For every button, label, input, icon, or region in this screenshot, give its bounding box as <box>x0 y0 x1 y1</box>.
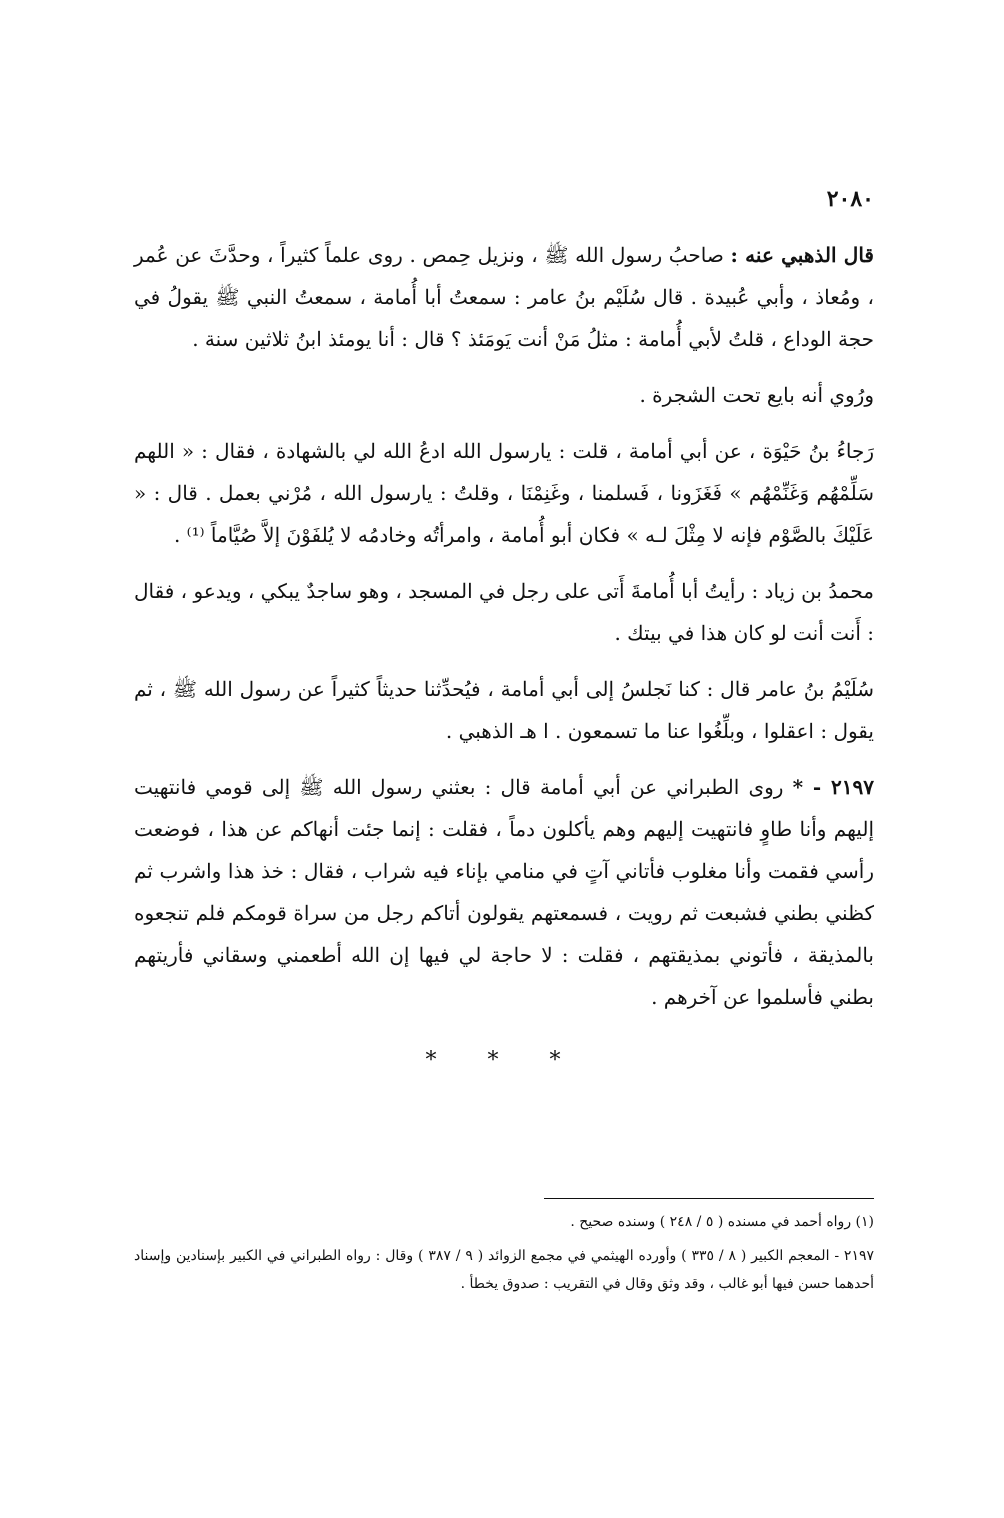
paragraph-hadith-2197 <box>134 766 874 1018</box>
paragraph-muhammad-narration <box>134 570 874 654</box>
paragraph-text: روى الطبراني عن أبي أمامة قال : بعثني رسول الله ﷺ إلى قومي فانتهيت إليهم وأنا طاوٍ فانتهيت إليهم وهم يأكلون دماً ، فقلت : إنما جئت أنهاكم عن هذا ، فوضعت رأسي فقمت وأنا مغلوب فأتاني آتٍ في منامي بإناء فيه شراب ، فقال : خذ هذا واشرب ثم كظني بطني فشبعت ثم رويت ، فسمعتهم يقولون أتاكم رجل من سراة قومكم فلم تنجعوه بالمذيقة ، فأتوني بمذيقتهم ، فقلت : لا حاجة لي فيها إن الله أطعمني وسقاني فأريتهم بطني فأسلموا عن آخرهم . <box>134 775 874 1009</box>
paragraph-text: ورُوي أنه بايع تحت الشجرة . <box>639 383 874 407</box>
section-separator: * * * <box>425 1048 583 1073</box>
paragraph-tree-pledge <box>134 374 874 416</box>
page-number: ٢٠٨٠ <box>826 186 874 212</box>
paragraph-lead: قال الذهبي عنه : <box>730 243 874 267</box>
paragraph-text: رَجاءُ بنُ حَيْوَة ، عن أبي أمامة ، قلت : يارسول الله ادعُ الله لي بالشهادة ، فقال : « اللهم سَلِّمْهُم وَغَنِّمْهُم » فَغَزَونا ، فَسلمنا ، وغَنِمْنَا ، وقلتُ : يارسول الله ، مُرْني بعمل . قال : « عَلَيْكَ بالصَّوْم فإنه لا مِثْلَ لـه » فكان أبو أُمامة ، وامرأتُه وخادمُه لا يُلفَوْنَ إلاَّ صُيَّاماً ⁽¹⁾ . <box>134 439 874 547</box>
hadith-number: ٢١٩٧ - * <box>792 775 875 799</box>
footnote-1: (١) رواه أحمد في مسنده ( ٥ / ٢٤٨ ) وسنده صحيح . <box>570 1214 874 1230</box>
paragraph-text: سُلَيْمُ بنُ عامر قال : كنا نَجلسُ إلى أبي أمامة ، فيُحدِّثنا حديثاً كثيراً عن رسول الله ﷺ ، ثم يقول : اعقلوا ، وبلِّغُوا عنا ما تسمعون . ا هـ الذهبي . <box>134 677 874 743</box>
paragraph-sulaym-narration <box>134 668 874 752</box>
main-text <box>134 234 874 1082</box>
paragraph-raja-narration <box>134 430 874 556</box>
paragraph-dhahabi-bio <box>134 234 874 360</box>
paragraph-text: محمدُ بن زياد : رأيتُ أبا أُمامةَ أَتى على رجل في المسجد ، وهو ساجدٌ يبكي ، ويدعو ، فقال : أَنت أنت لو كان هذا في بيتك . <box>134 579 874 645</box>
footnote-2197: ٢١٩٧ - المعجم الكبير ( ٨ / ٣٣٥ ) وأورده الهيثمي في مجمع الزوائد ( ٩ / ٣٨٧ ) وقال : رواه الطبراني في الكبير بإسنادين وإسناد أحدهما حسن فيها أبو غالب ، وقد وثق وقال في التقريب : صدوق يخطأ . <box>134 1248 874 1292</box>
footnotes <box>134 1208 874 1304</box>
footnote-divider <box>544 1198 874 1199</box>
paragraph-text: صاحبُ رسول الله ﷺ ، ونزيل حِمص . روى علماً كثيراً ، وحدَّثَ عن عُمر ، ومُعاذ ، وأبي عُبيدة . قال سُلَيْم بنُ عامر : سمعتُ أبا أُمامة ، سمعتُ النبي ﷺ يقولُ في حجة الوداع ، قلتُ لأبي أُمامة : مثلُ مَنْ أنت يَومَئذ ؟ قال : أنا يومئذ ابنُ ثلاثين سنة . <box>134 243 874 351</box>
